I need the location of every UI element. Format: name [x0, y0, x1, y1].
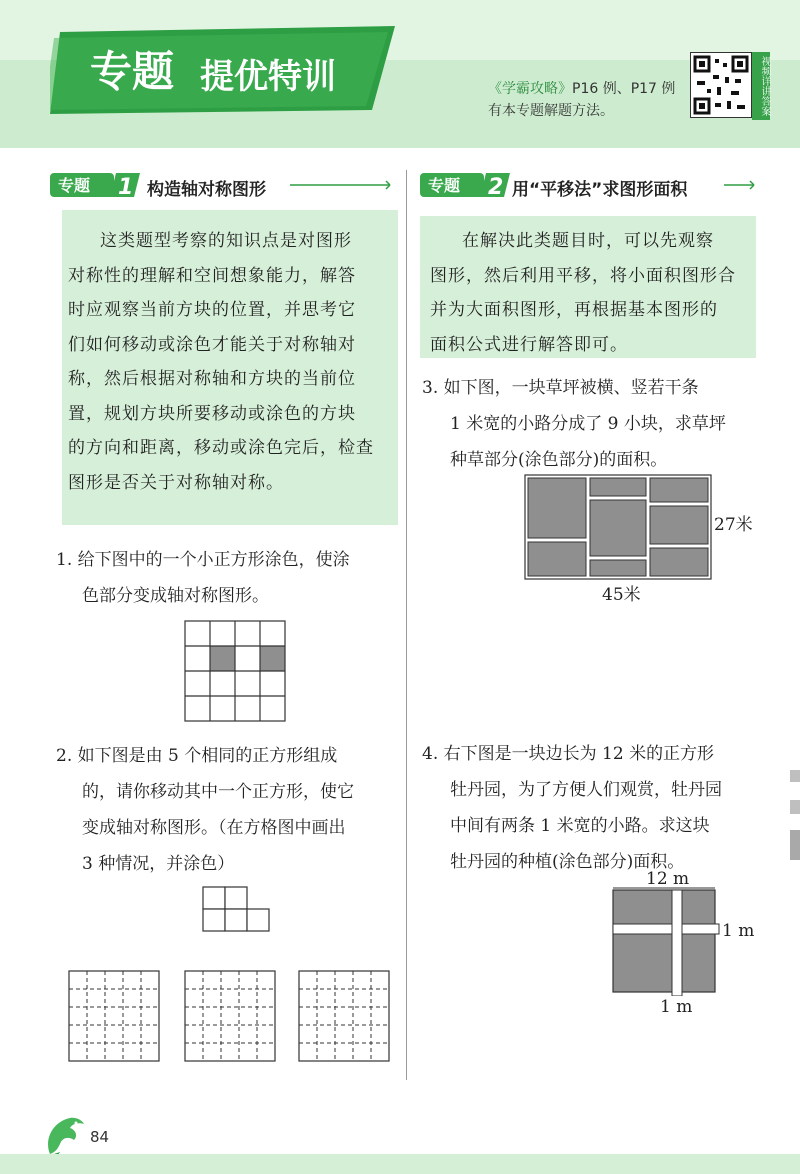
title-banner	[50, 26, 400, 114]
topic1-tip-line-8: 图形是否关于对称轴对称。	[68, 473, 284, 493]
page-edge-mark-1	[790, 770, 800, 782]
qr-pattern	[691, 53, 751, 117]
page-edge-mark-3	[790, 830, 800, 860]
dolphin-icon	[40, 1110, 90, 1160]
q3-line-1: 3. 如下图，一块草坪被横、竖若干条	[422, 378, 699, 398]
q1-line-1: 1. 给下图中的一个小正方形涂色，使涂	[56, 550, 350, 570]
q3-line-2: 1 米宽的小路分成了 9 小块，求草坪	[450, 414, 726, 434]
page-number: 84	[90, 1128, 110, 1146]
topic2-title: 用“平移法”求图形面积	[512, 180, 688, 200]
topic1-tag-shape	[50, 172, 142, 198]
q1-grid-figure	[184, 620, 288, 724]
q2-line-3: 变成轴对称图形。（在方格图中画出	[82, 818, 346, 838]
topic1-tip-line-2: 对称性的理解和空间想象能力，解答	[68, 266, 356, 286]
column-divider	[406, 170, 407, 1080]
qr-code[interactable]	[690, 52, 752, 118]
qr-caption: 视频详讲答案	[752, 52, 770, 120]
q1-shaded-cell	[210, 646, 235, 671]
banner-title-sub: 提优特训	[200, 57, 336, 97]
q1-line-2: 色部分变成轴对称图形。	[82, 586, 269, 606]
topic2-number: 2	[488, 175, 504, 198]
topic1-tip-line-7: 的方向和距离，移动或涂色完后，检查	[68, 438, 374, 458]
q2-answer-grid-1[interactable]	[68, 970, 162, 1064]
page-footer-band	[0, 1154, 800, 1174]
q1-shaded-cell	[260, 646, 285, 671]
reference-book: 《学霸攻略》	[488, 81, 572, 97]
q1-shaded-cells	[210, 646, 285, 671]
q4-label-top: 12 m	[646, 869, 690, 889]
topic2-tip-line-4: 面积公式进行解答即可。	[430, 335, 628, 355]
topic2-tag	[420, 172, 512, 198]
q2-squares-figure	[202, 886, 274, 934]
topic2-tip-line-1: 在解决此类题目时，可以先观察	[462, 231, 714, 251]
q4-garden-figure	[612, 886, 722, 996]
topic2-tip-line-3: 并为大面积图形，再根据基本图形的	[430, 300, 718, 320]
q2-line-4: 3 种情况，并涂色）	[82, 854, 235, 874]
q3-label-width: 45米	[602, 585, 641, 605]
reference-pages: P16 例、P17 例	[572, 81, 676, 97]
reference-line-1	[488, 78, 675, 98]
topic1-tag	[50, 172, 142, 198]
q2-line-2: 的，请你移动其中一个正方形，使它	[82, 782, 354, 802]
q2-answer-grid-2[interactable]	[184, 970, 278, 1064]
topic1-tip-line-1: 这类题型考察的知识点是对图形	[100, 231, 352, 251]
topic2-tag-shape	[420, 172, 512, 198]
topic1-tip-line-6: 置，规划方块所要移动或涂色的方块	[68, 404, 356, 424]
q2-answer-grid-3[interactable]	[298, 970, 392, 1064]
q4-line-3: 中间有两条 1 米宽的小路。求这块	[450, 816, 710, 836]
topic1-title: 构造轴对称图形	[147, 180, 266, 200]
q4-line-2: 牡丹园，为了方便人们观赏，牡丹园	[450, 780, 722, 800]
q3-lawn-figure	[524, 474, 714, 582]
q2-line-1: 2. 如下图是由 5 个相同的正方形组成	[56, 746, 338, 766]
topic1-tag-label: 专题	[58, 176, 91, 195]
topic1-tip-line-5: 称，然后根据对称轴和方块的当前位	[68, 369, 356, 389]
topic1-tip-line-4: 们如何移动或涂色才能关于对称轴对	[68, 335, 356, 355]
reference-line-2: 有本专题解题方法。	[488, 103, 614, 119]
banner-title-main: 专题	[90, 47, 175, 96]
topic1-tip-line-3: 时应观察当前方块的位置，并思考它	[68, 300, 356, 320]
q3-line-3: 种草部分(涂色部分)的面积。	[450, 450, 668, 470]
page-edge-mark-2	[790, 800, 800, 814]
q3-label-height: 27米	[714, 515, 753, 535]
topic2-title-rule	[724, 180, 764, 190]
q4-label-bottom: 1 m	[660, 997, 693, 1017]
q4-line-4: 牡丹园的种植(涂色部分)面积。	[450, 852, 685, 872]
topic2-tip-line-2: 图形，然后利用平移，将小面积图形合	[430, 266, 736, 286]
topic2-tag-label: 专题	[428, 176, 461, 195]
q4-label-right: 1 m	[722, 921, 755, 941]
topic1-title-rule	[290, 180, 400, 190]
topic1-number: 1	[118, 175, 134, 198]
q4-line-1: 4. 右下图是一块边长为 12 米的正方形	[422, 744, 715, 764]
